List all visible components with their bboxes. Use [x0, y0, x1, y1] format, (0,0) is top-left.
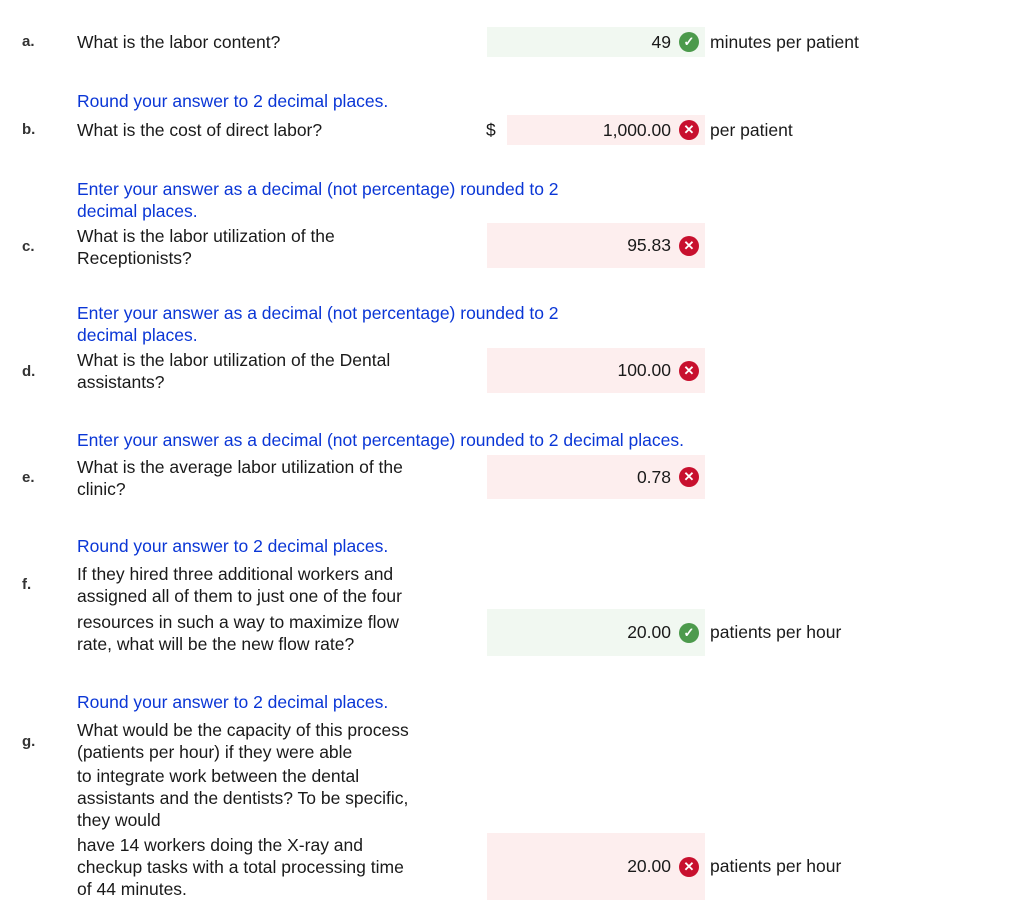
answer-value: 1,000.00 [602, 120, 671, 140]
question-text: If they hired three additional workers and [77, 564, 394, 584]
x-circle-icon: ✕ [679, 361, 699, 381]
question-text: What is the labor content? [77, 32, 281, 52]
x-circle-icon: ✕ [679, 236, 699, 256]
question-letter: e. [22, 469, 35, 486]
question-text: What is the cost of direct labor? [77, 120, 323, 140]
answer-field[interactable] [487, 348, 705, 393]
question-text: What is the average labor utilization of the [77, 457, 403, 477]
answer-value: 0.78 [636, 467, 671, 487]
question-text: What is the labor utilization of the [77, 226, 335, 246]
question-hint: decimal places. [77, 201, 198, 221]
question-hint: Enter your answer as a decimal (not percentage) rounded to 2 decimal places. [77, 430, 684, 450]
question-text: they would [77, 810, 161, 830]
answer-field[interactable] [507, 115, 705, 145]
answer-unit: patients per hour [710, 856, 842, 876]
x-circle-icon: ✕ [679, 467, 699, 487]
answer-field[interactable] [487, 609, 705, 656]
answer-value: 20.00 [627, 622, 671, 642]
question-text: (patients per hour) if they were able [77, 742, 353, 762]
question-letter: c. [22, 238, 35, 255]
answer-unit: patients per hour [710, 622, 842, 642]
question-text: have 14 workers doing the X-ray and [77, 835, 363, 855]
answer-value: 20.00 [627, 856, 671, 876]
question-hint: Round your answer to 2 decimal places. [77, 91, 389, 111]
question-hint: Round your answer to 2 decimal places. [77, 692, 389, 712]
question-text: checkup tasks with a total processing time [77, 857, 404, 877]
answer-value: 100.00 [617, 360, 671, 380]
x-circle-icon: ✕ [679, 120, 699, 140]
question-text: resources in such a way to maximize flow [77, 612, 399, 632]
question-text: rate, what will be the new flow rate? [77, 634, 355, 654]
answer-value: 49 [651, 32, 671, 52]
question-letter: d. [22, 363, 36, 380]
answer-unit: per patient [710, 120, 793, 140]
question-hint: Enter your answer as a decimal (not percentage) rounded to 2 [77, 179, 559, 199]
currency-prefix: $ [486, 120, 496, 140]
question-letter: g. [22, 733, 36, 750]
checkmark-circle-icon: ✓ [679, 32, 699, 52]
answer-field[interactable] [487, 27, 705, 57]
question-text: What would be the capacity of this process [77, 720, 409, 740]
answer-field[interactable] [487, 223, 705, 268]
question-hint: Round your answer to 2 decimal places. [77, 536, 389, 556]
question-text: assistants and the dentists? To be specific, [77, 788, 409, 808]
answer-value: 95.83 [627, 235, 671, 255]
question-letter: b. [22, 121, 36, 138]
question-text: assistants? [77, 372, 165, 392]
question-hint: Enter your answer as a decimal (not percentage) rounded to 2 [77, 303, 559, 323]
checkmark-circle-icon: ✓ [679, 623, 699, 643]
question-text: assigned all of them to just one of the four [77, 586, 402, 606]
question-text: clinic? [77, 479, 126, 499]
question-letter: f. [22, 576, 32, 593]
answer-field[interactable] [487, 455, 705, 499]
question-hint: decimal places. [77, 325, 198, 345]
question-text: What is the labor utilization of the Dental [77, 350, 391, 370]
x-circle-icon: ✕ [679, 857, 699, 877]
answer-unit: minutes per patient [710, 32, 859, 52]
question-text: to integrate work between the dental [77, 766, 360, 786]
question-letter: a. [22, 33, 35, 50]
question-text: Receptionists? [77, 248, 192, 268]
answer-field[interactable] [487, 833, 705, 900]
question-text: of 44 minutes. [77, 879, 187, 899]
